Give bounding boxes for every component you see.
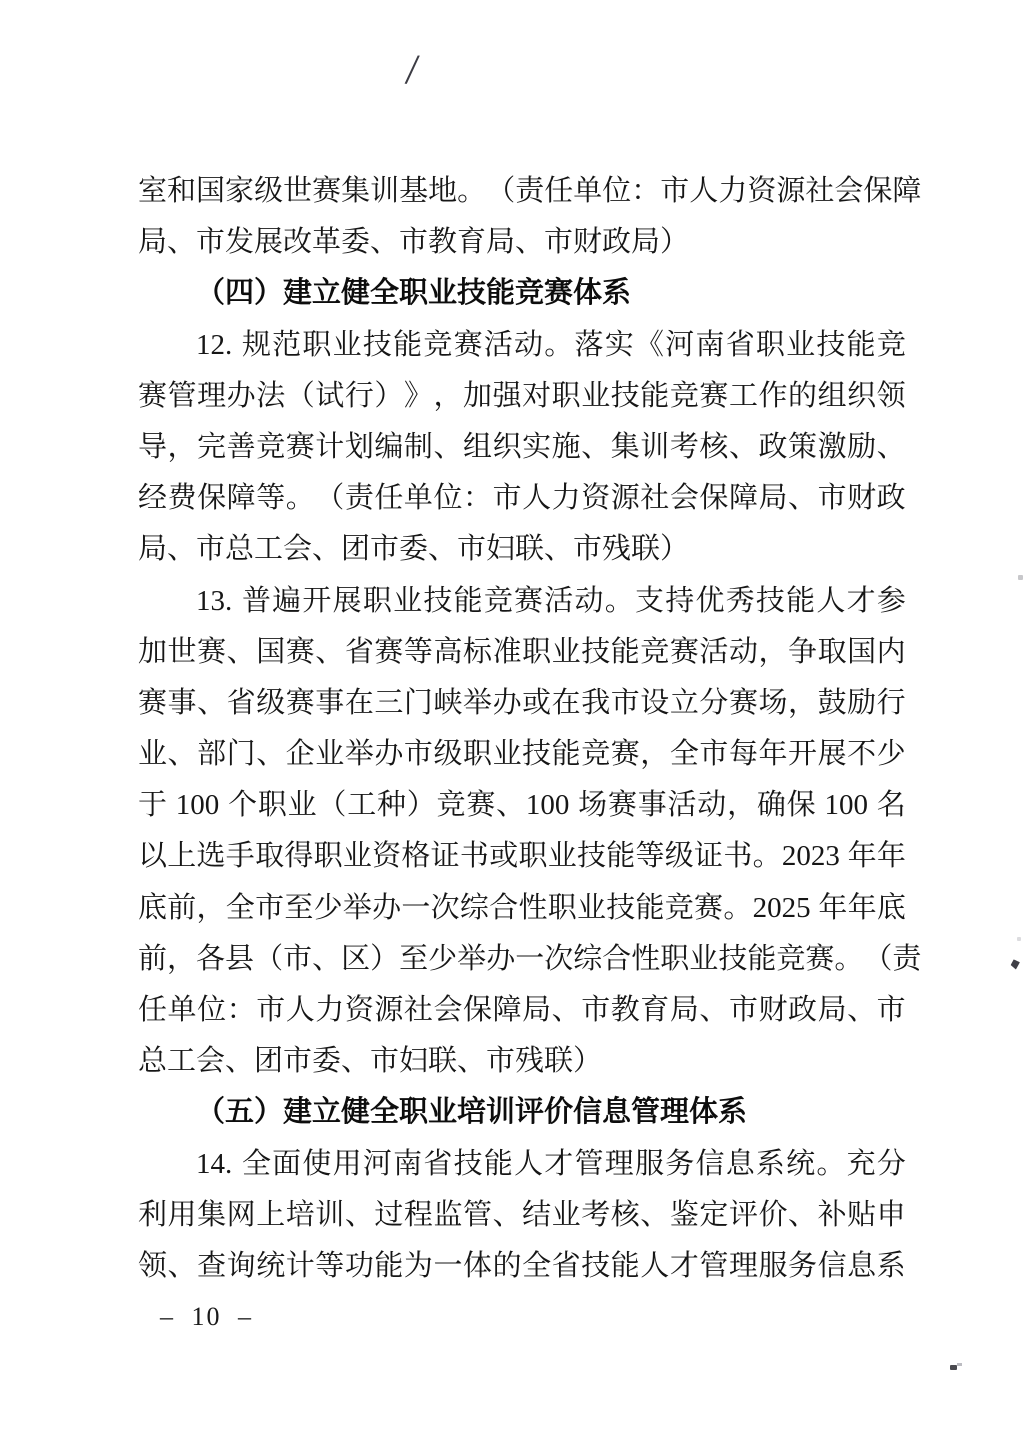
body-text-line: 14. 全 面 使 用 河 南 省 技 能 人 才 管 理 服 务 信 息 系 统 。 充 分 [196,1147,906,1180]
page-number: – 10 – [160,1302,253,1331]
body-text-line: 前 ， 各 县 （ 市 、 区 ） 至 少 举 办 一 次 综 合 性 职 业 技 能 竞 赛 。 （ 责 [138,942,922,975]
scan-speck [1010,959,1020,970]
body-text-line: 导 ， 完 善 竞 赛 计 划 编 制 、 组 织 实 施 、 集 训 考 核 、 政 策 激 励 、 [138,430,906,463]
body-text-line: 利 用 集 网 上 培 训 、 过 程 监 管 、 结 业 考 核 、 鉴 定 评 价 、 补 贴 申 [138,1198,906,1231]
scan-speck [1017,937,1021,941]
body-text-line: 13. 普 遍 开 展 职 业 技 能 竞 赛 活 动 。 支 持 优 秀 技 能 人 才 参 [196,584,906,617]
scan-speck [950,1365,957,1370]
body-text-line: 于 100 个 职 业 （ 工 种 ） 竞 赛 、 100 场 赛 事 活 动 ， 确 保 100 名 [138,789,906,822]
body-text-line: 局、市总工会、团市委、市妇联、市残联） [138,533,690,566]
body-text-line: 以 上 选 手 取 得 职 业 资 格 证 书 或 职 业 技 能 等 级 证 书 。 2023 年 年 [138,840,906,873]
scan-speck [1018,575,1023,580]
section-heading: （四）建立健全职业技能竞赛体系 [196,277,632,310]
document-text-block [138,166,922,1292]
body-text-line: 底 前 ， 全 市 至 少 举 办 一 次 综 合 性 职 业 技 能 竞 赛 。 2025 年 年 底 [138,891,906,924]
body-text-line: 加 世 赛 、 国 赛 、 省 赛 等 高 标 准 职 业 技 能 竞 赛 活 动 ， 争 取 国 内 [138,635,906,668]
body-text-line: 局、市发展改革委、市教育局、市财政局） [138,226,690,259]
body-text-line: 经 费 保 障 等 。 （ 责 任 单 位 ： 市 人 力 资 源 社 会 保 障 局 、 市 财 政 [138,482,906,515]
scan-slash-artifact: / [403,44,421,95]
body-text-line: 赛 管 理 办 法 （ 试 行 ） 》 ， 加 强 对 职 业 技 能 竞 赛 工 作 的 组 织 领 [138,379,906,412]
body-text-line: 总工会、团市委、市妇联、市残联） [138,1045,603,1078]
body-text-line: 12. 规 范 职 业 技 能 竞 赛 活 动 。 落 实 《 河 南 省 职 业 技 能 竞 [196,328,906,361]
section-heading: （五）建立健全职业培训评价信息管理体系 [196,1096,748,1129]
body-text-line: 业 、 部 门 、 企 业 举 办 市 级 职 业 技 能 竞 赛 ， 全 市 每 年 开 展 不 少 [138,738,906,771]
body-text-line: 领 、 查 询 统 计 等 功 能 为 一 体 的 全 省 技 能 人 才 管 理 服 务 信 息 系 [138,1249,906,1282]
body-text-line: 室 和 国 家 级 世 赛 集 训 基 地 。 （ 责 任 单 位 ： 市 人 力 资 源 社 会 保 障 [138,175,922,207]
body-text-line: 任 单 位 ： 市 人 力 资 源 社 会 保 障 局 、 市 教 育 局 、 市 财 政 局 、 市 [138,994,906,1026]
body-text-line: 赛 事 、 省 级 赛 事 在 三 门 峡 举 办 或 在 我 市 设 立 分 赛 场 ， 鼓 励 行 [138,686,906,719]
